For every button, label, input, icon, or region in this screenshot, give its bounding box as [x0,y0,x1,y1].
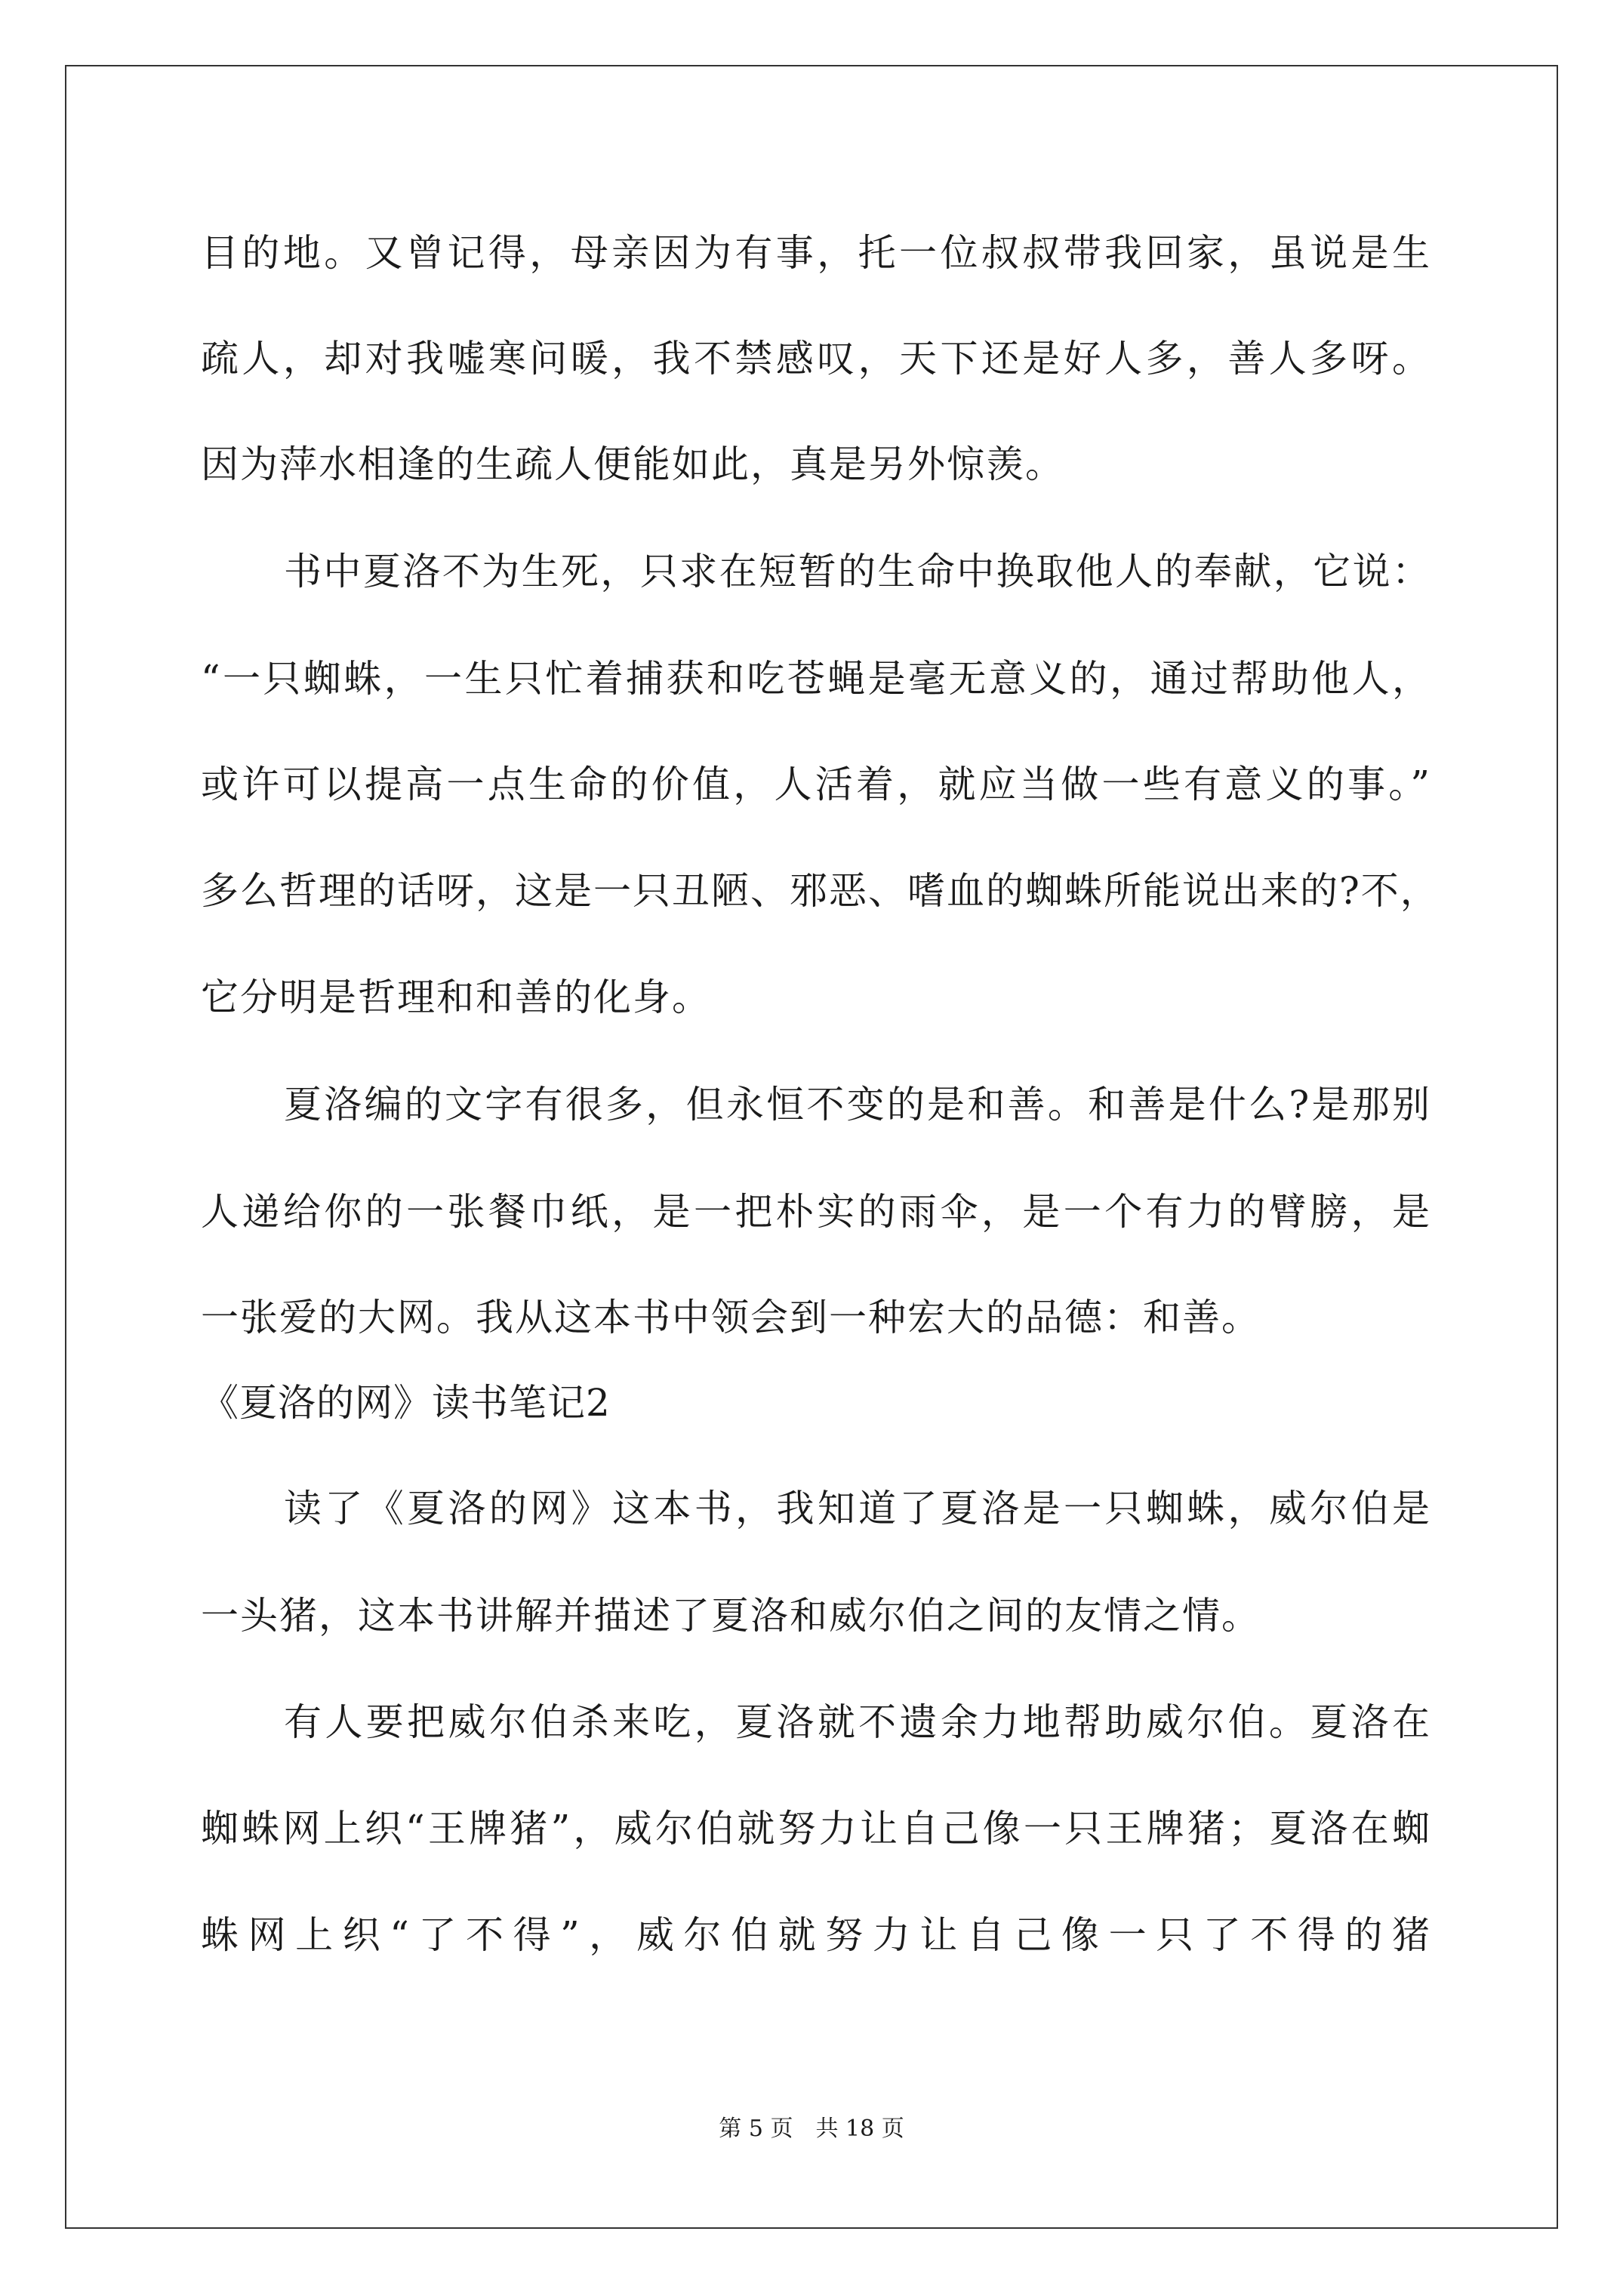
text-line-4: 书中夏洛不为生死，只求在短暂的生命中换取他人的奉献，它说： [284,550,1431,593]
text-line-1: 目的地。又曾记得，母亲因为有事，托一位叔叔带我回家，虽说是生 [201,231,1431,275]
text-line-7: 多么哲理的话呀，这是一只丑陋、邪恶、嗜血的蜘蛛所能说出来的?不， [201,869,1440,913]
text-line-15: 蜘蛛网上织“王牌猪”，威尔伯就努力让自己像一只王牌猪；夏洛在蜘 [201,1807,1431,1851]
text-line-3: 因为萍水相逢的生疏人便能如此，真是另外惊羡。 [201,442,1064,486]
text-line-9: 夏洛编的文字有很多，但永恒不变的是和善。和善是什么?是那别 [284,1083,1431,1126]
section-heading: 《夏洛的网》读书笔记2 [201,1381,611,1425]
page-border [65,65,1558,2229]
text-line-16: 蛛网上织“了不得”，威尔伯就努力让自己像一只了不得的猪 [201,1913,1431,1957]
text-line-13: 一头猪，这本书讲解并描述了夏洛和威尔伯之间的友情之情。 [201,1594,1261,1638]
text-line-6: 或许可以提高一点生命的价值，人活着，就应当做一些有意义的事。” [201,763,1431,806]
text-line-8: 它分明是哲理和和善的化身。 [201,975,711,1019]
text-line-2: 疏人，却对我嘘寒问暖，我不禁感叹，天下还是好人多，善人多呀。 [201,337,1431,381]
page-footer [0,2114,1623,2144]
page-number-label: 第 5 页 共 18 页 [719,2116,904,2142]
text-line-10: 人递给你的一张餐巾纸，是一把朴实的雨伞，是一个有力的臂膀，是 [201,1190,1431,1234]
text-line-5: “一只蜘蛛，一生只忙着捕获和吃苍蝇是毫无意义的，通过帮助他人， [201,657,1431,701]
text-line-12: 读了《夏洛的网》这本书，我知道了夏洛是一只蜘蛛，威尔伯是 [284,1487,1431,1530]
text-line-14: 有人要把威尔伯杀来吃，夏洛就不遗余力地帮助威尔伯。夏洛在 [284,1700,1431,1744]
text-line-11: 一张爱的大网。我从这本书中领会到一种宏大的品德：和善。 [201,1296,1261,1339]
